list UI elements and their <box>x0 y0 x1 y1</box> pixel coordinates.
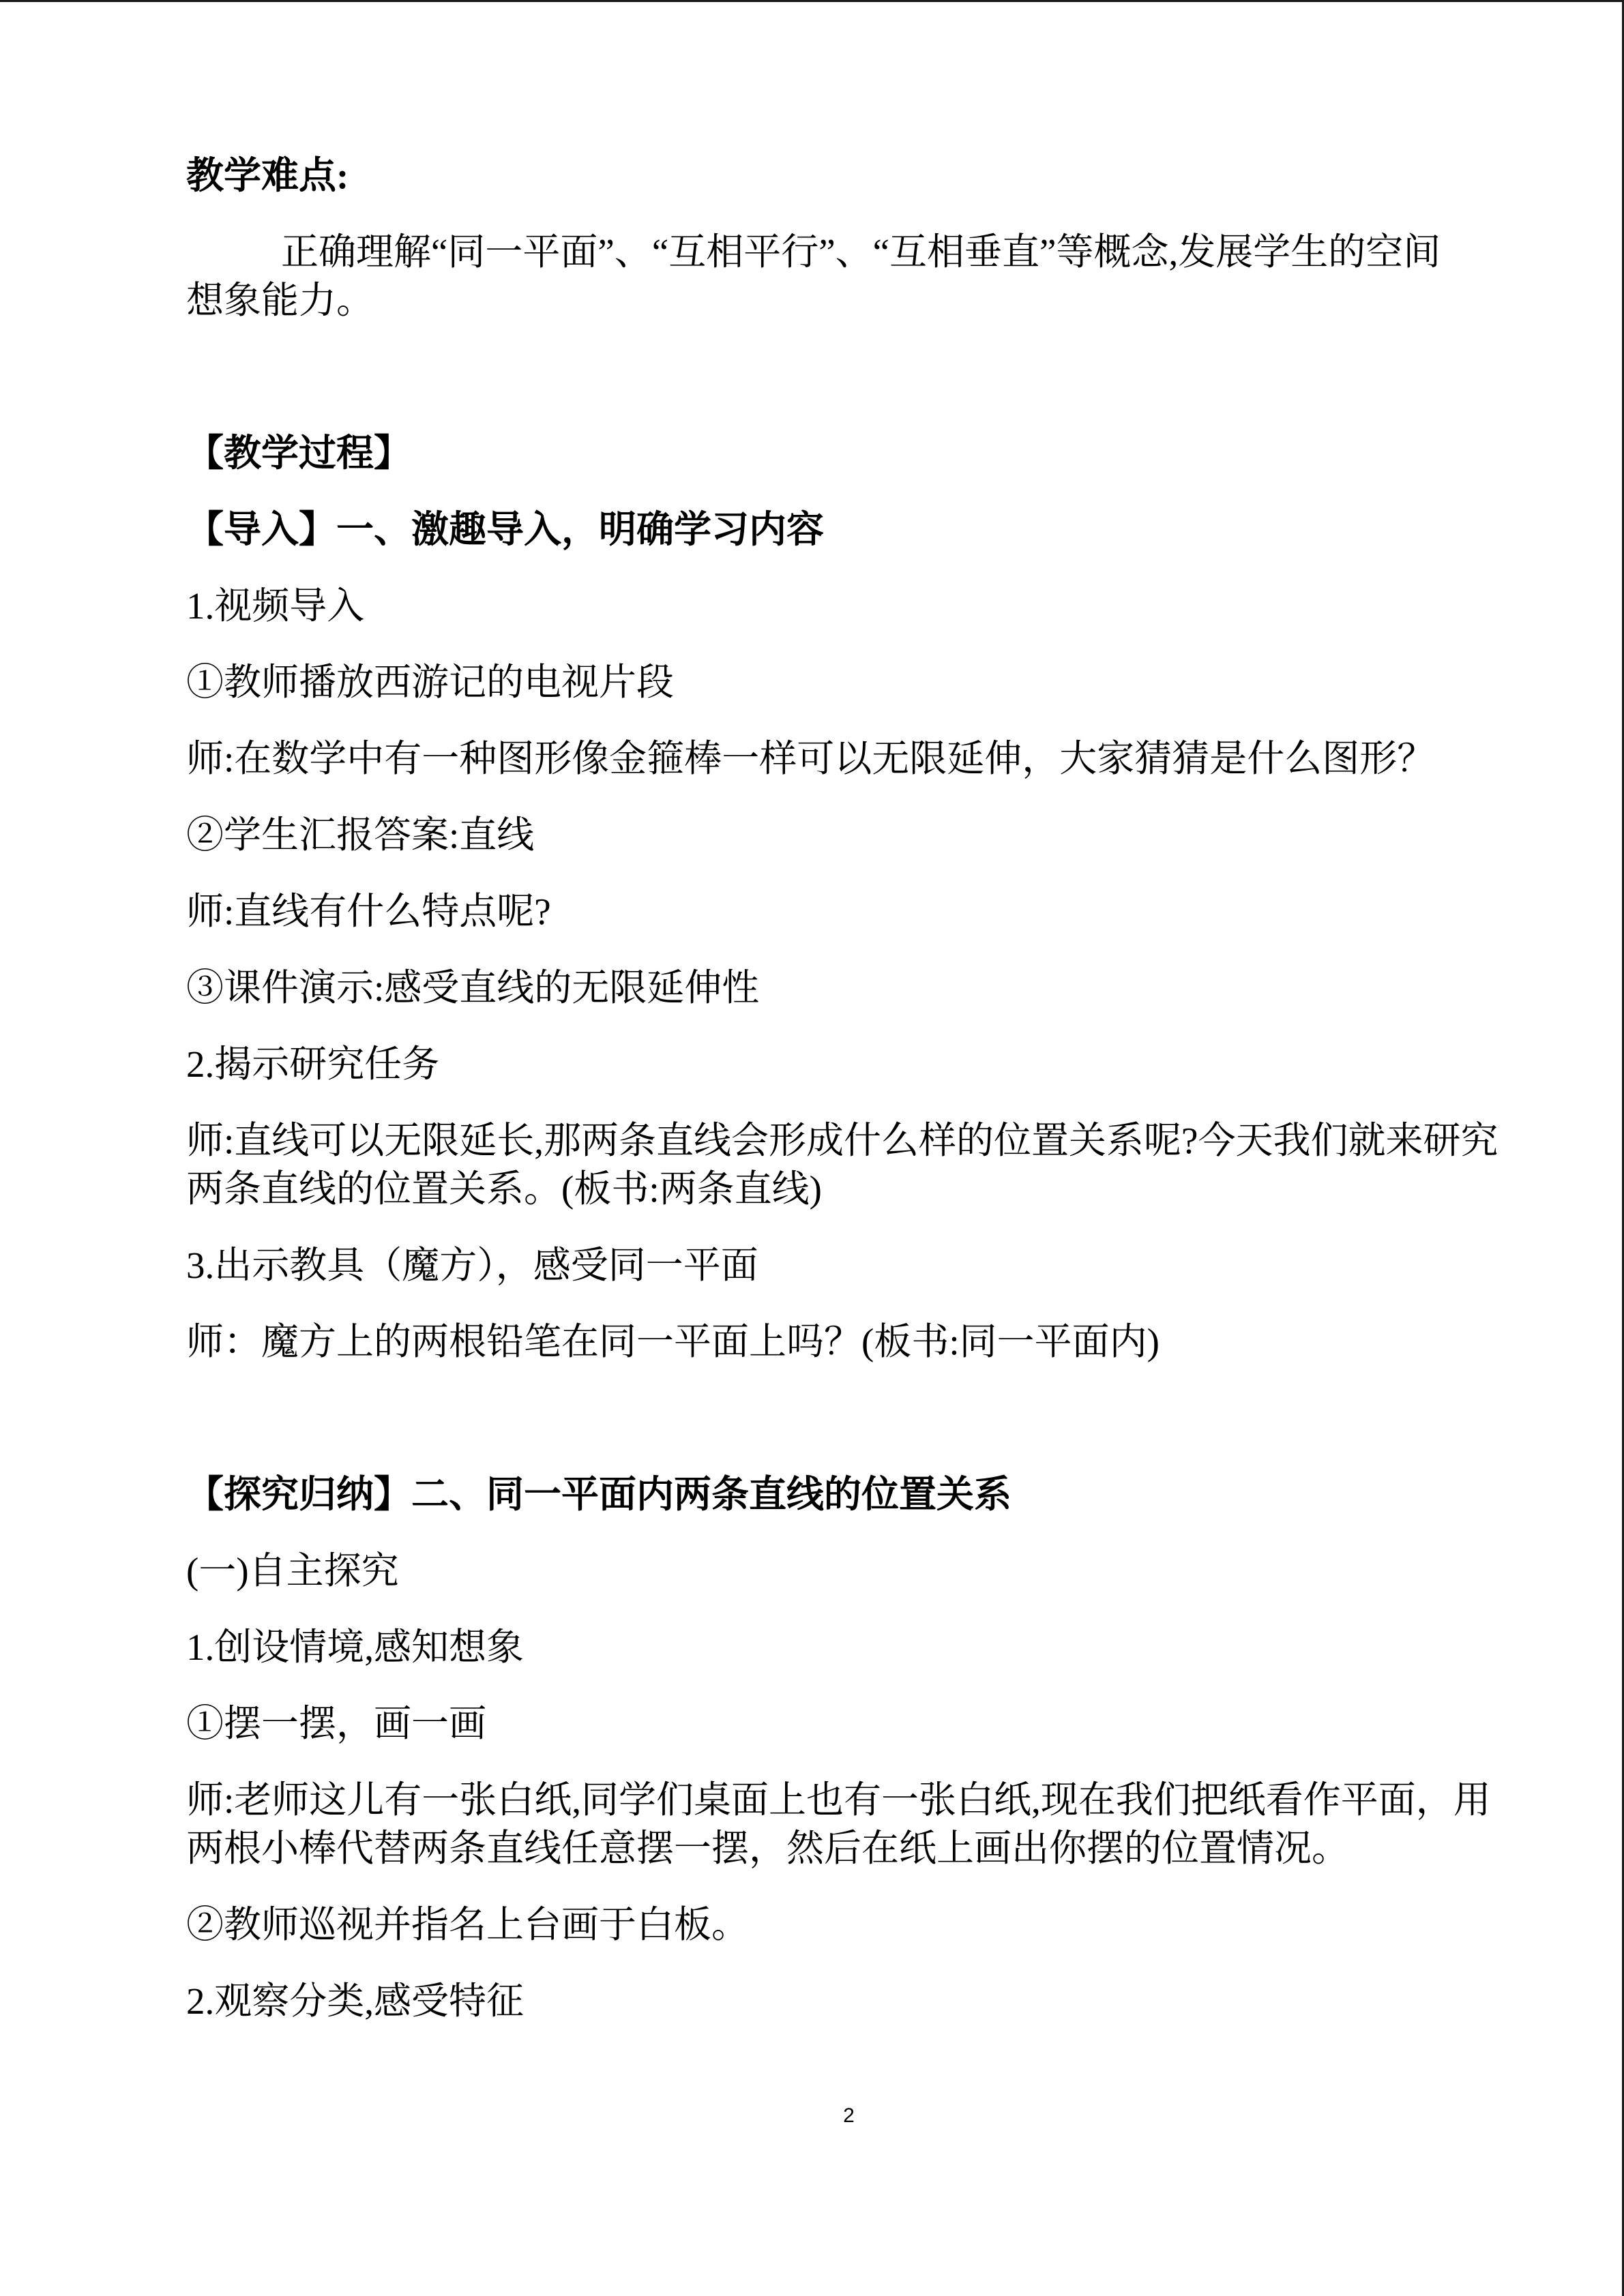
introduction-paragraph <box>186 1116 1622 1213</box>
paragraph-line: 师:直线有什么特点呢? <box>186 891 551 932</box>
paragraph-line: 1.视频导入 <box>186 585 365 627</box>
heading-text: 教学难点: <box>186 155 349 196</box>
introduction-paragraph <box>186 582 1622 630</box>
paragraph-line: 师:直线可以无限延长,那两条直线会形成什么样的位置关系呢?今天我们就来研究 <box>186 1120 1498 1161</box>
paragraph-line: 想象能力。 <box>186 280 374 321</box>
paragraph-line: ①摆一摆，画一画 <box>186 1703 487 1744</box>
exploration-paragraph <box>186 1900 1622 1949</box>
paragraph-line: ②教师巡视并指名上台画于白板。 <box>186 1904 750 1945</box>
page-number: 2 <box>843 2104 855 2127</box>
exploration-paragraph <box>186 1977 1622 2025</box>
introduction-paragraph <box>186 964 1622 1012</box>
exploration-paragraph <box>186 1776 1622 1873</box>
paragraph-line: 1.创设情境,感知想象 <box>186 1626 525 1668</box>
heading-text: 【导入】一、激趣导入，明确学习内容 <box>186 509 825 550</box>
exploration-paragraph <box>186 1699 1622 1748</box>
introduction-paragraph <box>186 658 1622 706</box>
introduction-paragraph <box>186 734 1622 783</box>
teaching-difficulty-text <box>186 228 1622 325</box>
paragraph-line: 两根小棒代替两条直线任意摆一摆，然后在纸上画出你摆的位置情况。 <box>186 1828 1350 1869</box>
introduction-heading <box>186 505 1622 554</box>
paragraph-line: ③课件演示:感受直线的无限延伸性 <box>186 967 760 1009</box>
blank-line <box>186 1394 1622 1442</box>
paragraph-line: ②学生汇报答案:直线 <box>186 814 535 856</box>
paragraph-line: 师:在数学中有一种图形像金箍棒一样可以无限延伸，大家猜猜是什么图形？ <box>186 738 1435 779</box>
exploration-paragraph <box>186 1547 1622 1595</box>
exploration-heading <box>186 1470 1622 1519</box>
paragraph-line: 3.出示教具（魔方），感受同一平面 <box>186 1244 758 1286</box>
paragraph-line: 师：魔方上的两根铅笔在同一平面上吗？(板书:同一平面内) <box>186 1321 1160 1362</box>
introduction-paragraph <box>186 1317 1622 1366</box>
introduction-paragraph <box>186 1040 1622 1088</box>
paragraph-line: 2.揭示研究任务 <box>186 1043 440 1085</box>
introduction-paragraph <box>186 811 1622 859</box>
teaching-difficulty-heading <box>186 151 1622 200</box>
introduction-paragraph <box>186 887 1622 936</box>
paragraph-line: (一)自主探究 <box>186 1550 399 1592</box>
blank-line <box>186 353 1622 401</box>
paragraph-line: 师:老师这儿有一张白纸,同学们桌面上也有一张白纸,现在我们把纸看作平面，用 <box>186 1779 1491 1821</box>
introduction-paragraph <box>186 1241 1622 1289</box>
paragraph-line: ①教师播放西游记的电视片段 <box>186 661 675 703</box>
exploration-paragraph <box>186 1623 1622 1671</box>
heading-text: 【探究归纳】二、同一平面内两条直线的位置关系 <box>186 1474 1012 1515</box>
paragraph-line: 两条直线的位置关系。(板书:两条直线) <box>186 1168 822 1210</box>
teaching-process-heading <box>186 429 1622 477</box>
heading-text: 【教学过程】 <box>186 432 412 474</box>
paragraph-line: 2.观察分类,感受特征 <box>186 1980 525 2022</box>
paragraph-line: 正确理解“同一平面”、“互相平行”、“互相垂直”等概念,发展学生的空间 <box>281 231 1441 273</box>
